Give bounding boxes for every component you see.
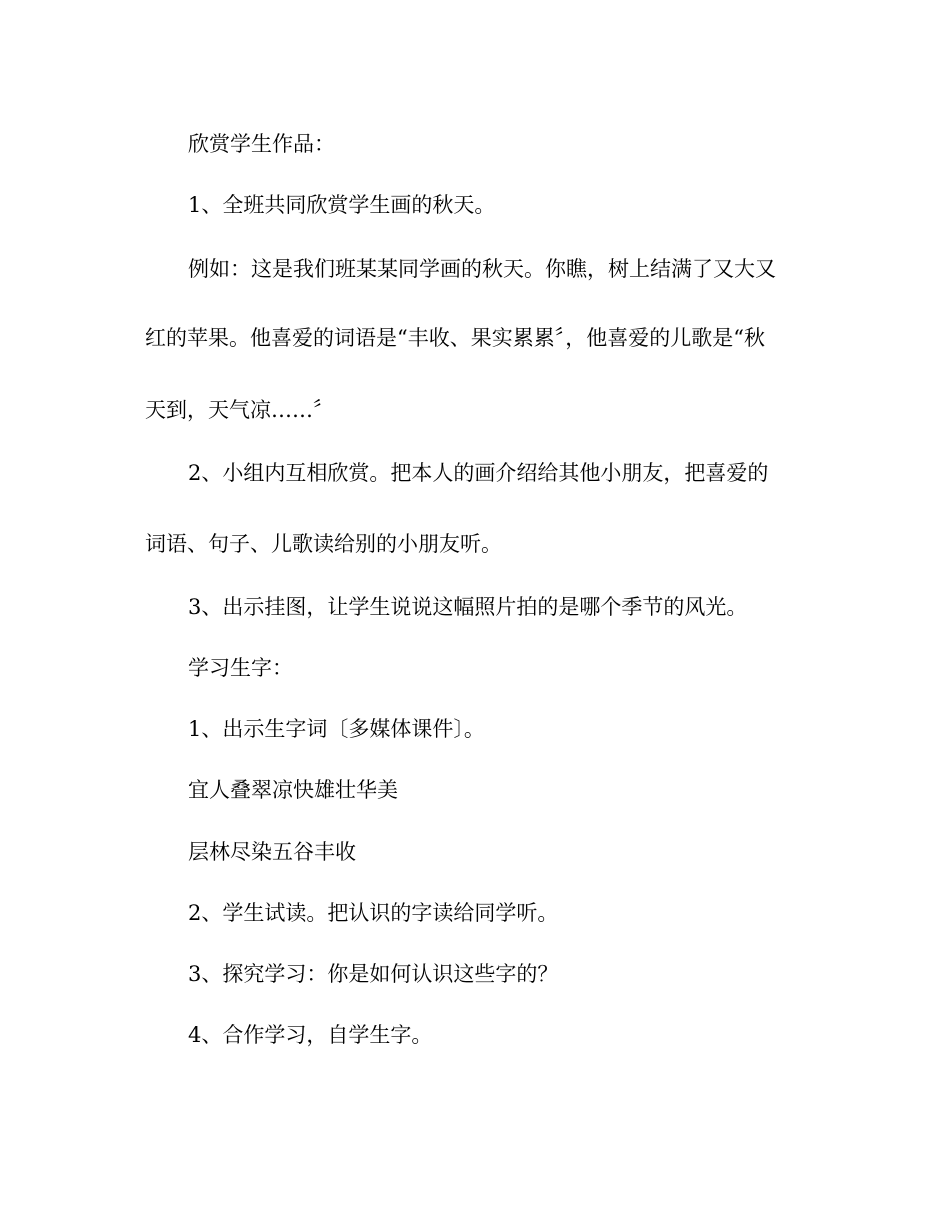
section-heading-appreciate: 欣赏学生作品： <box>188 132 335 156</box>
section-heading-learn-characters: 学习生字： <box>188 656 293 680</box>
paragraph-line: 红的苹果。他喜爱的词语是“丰收、果实累累〞，他喜爱的儿歌是“秋 <box>145 326 765 350</box>
paragraph-line: 2、小组内互相欣赏。把本人的画介绍给其他小朋友，把喜爱的 <box>188 461 769 485</box>
paragraph-line: 天到，天气凉……〞 <box>145 398 334 422</box>
paragraph-line: 例如：这是我们班某某同学画的秋天。你瞧，树上结满了又大又 <box>188 257 776 281</box>
paragraph-line: 4、合作学习，自学生字。 <box>188 1023 433 1047</box>
paragraph-line: 3、出示挂图，让学生说说这幅照片拍的是哪个季节的风光。 <box>188 595 748 619</box>
paragraph-line: 2、学生试读。把认识的字读给同学听。 <box>188 901 559 925</box>
paragraph-line: 3、探究学习：你是如何认识这些字的？ <box>188 962 559 986</box>
vocabulary-line: 宜人叠翠凉快雄壮华美 <box>188 778 398 802</box>
vocabulary-line: 层林尽染五谷丰收 <box>188 840 356 864</box>
paragraph-line: 词语、句子、儿歌读给别的小朋友听。 <box>145 532 502 556</box>
paragraph-line: 1、全班共同欣赏学生画的秋天。 <box>188 193 496 217</box>
paragraph-line: 1、出示生字词〔多媒体课件〕。 <box>188 717 485 741</box>
